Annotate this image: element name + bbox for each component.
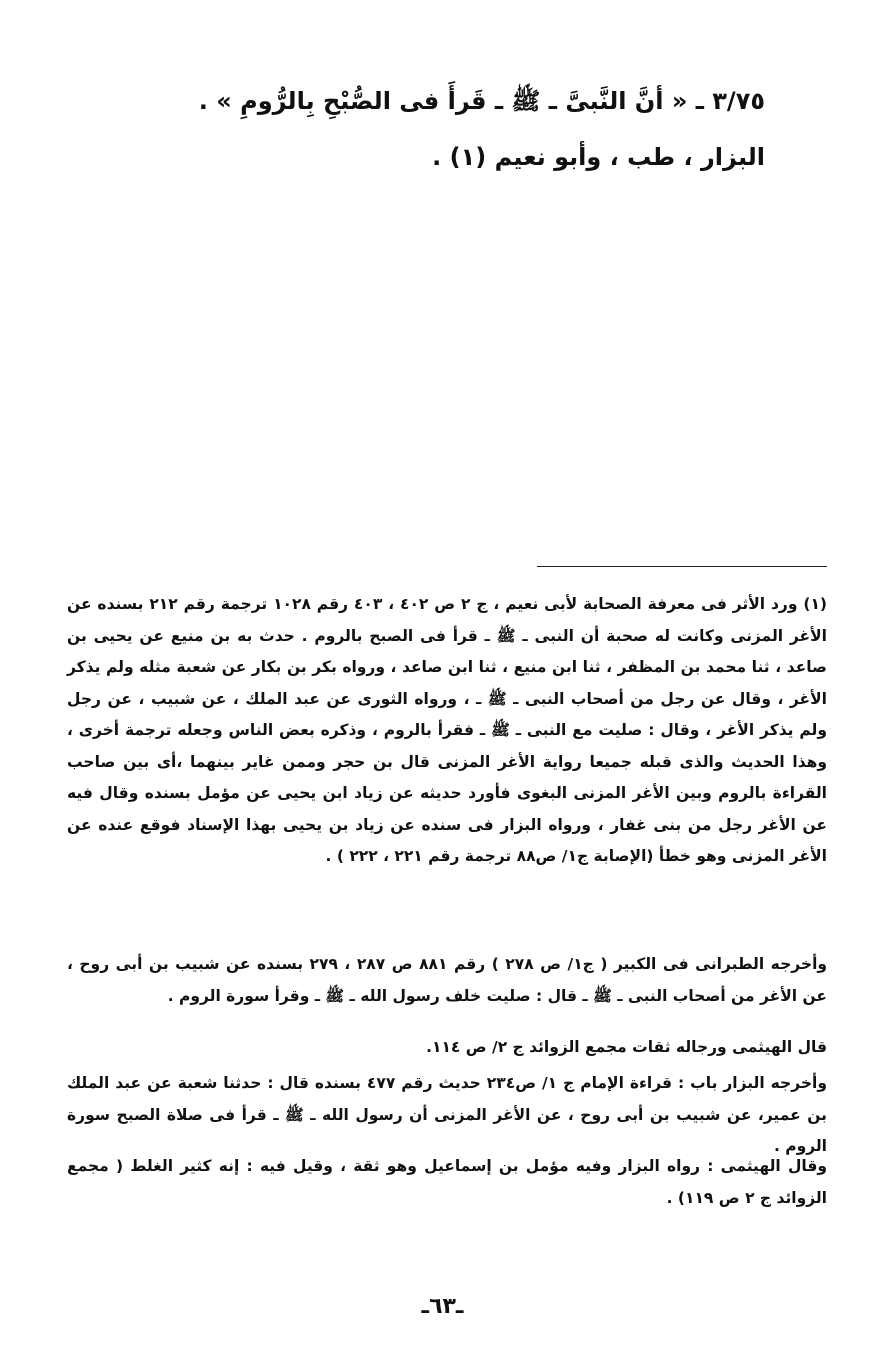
- footnote-paragraph: وأخرجه الطبرانى فى الكبير ( ج١/ ص ٢٧٨ ) رقم ٨٨١ ص ٢٨٧ ، ٢٧٩ بسنده عن شبيب بن أبى روح ، عن الأغر من أصحاب النبى ـ ﷺ ـ قال : صليت خلف رسول الله ـ ﷺ ـ وقرأ سورة الروم .: [67, 955, 828, 1005]
- footnote-paragraph: وقال الهيثمى : رواه البزار وفيه مؤمل بن إسماعيل وهو ثقة ، وقيل فيه : إنه كثير الغلط ( مجمع الزوائد ج ٢ ص ١١٩) .: [67, 1157, 827, 1207]
- footnote-paragraph: وأخرجه البزار باب : قراءة الإمام ج ١/ ص٢٣٤ حديث رقم ٤٧٧ بسنده قال : حدثنا شعبة عن عبد الملك بن عمير، عن شبيب بن أبى روح ، عن الأغر المزنى أن رسول الله ـ ﷺ ـ قرأ فى صلاة الصبح سورة الروم .: [67, 1074, 827, 1155]
- page-number: ـ٦٣ـ: [421, 1294, 464, 1319]
- hadith-text: ٣/٧٥ ـ « أنَّ النَّبىَّ ـ ﷺ ـ قَرأَ فى الصُّبْحِ بِالرُّومِ » .: [198, 87, 765, 115]
- footnote-divider: [537, 566, 827, 567]
- footnote-paragraph: قال الهيثمى ورجاله ثقات مجمع الزوائد ج ٢/ ص ١١٤.: [426, 1038, 827, 1056]
- hadith-sources: البزار ، طب ، وأبو نعيم (١) .: [432, 143, 765, 171]
- footnote-paragraph: (١) ورد الأثر فى معرفة الصحابة لأبى نعيم ، ج ٢ ص ٤٠٢ ، ٤٠٣ رقم ١٠٢٨ ترجمة رقم ٢١٢ بسنده عن الأغر المزنى وكانت له صحبة أن النبى ـ ﷺ ـ قرأ فى الصبح بالروم . حدث به بن منيع عن يحيى بن صاعد ، ثنا محمد بن المظفر ، ثنا ابن منيع ، ثنا ابن صاعد ، ورواه بكر بن بكار عن شعبة مثله ولم يذكر الأغر ، وقال عن رجل من أصحاب النبى ـ ﷺ ـ ، ورواه الثورى عن عبد الملك ، عن شبيب ، عن رجل ولم يذكر الأغر ، وقال : صليت مع النبى ـ ﷺ ـ فقرأ بالروم ، وذكره بعض الناس وجعله ترجمة أخرى ، وهذا الحديث والذى قبله جميعا رواية الأغر المزنى قال بن حجر وممن غاير بينهما ،أى بين صاحب القراءة بالروم وبين الأغر المزنى البغوى فأورد حديثه عن زياد ابن يحيى عن مؤمل بسنده وقال فيه عن الأغر رجل من بنى غفار ، ورواه البزار فى سنده عن زياد بن يحيى بهذا الإسناد فوقع عنده عن الأغر المزنى وهو خطأ (الإصابة ج١/ ص٨٨ ترجمة رقم ٢٢١ ، ٢٢٢ ) .: [67, 595, 827, 865]
